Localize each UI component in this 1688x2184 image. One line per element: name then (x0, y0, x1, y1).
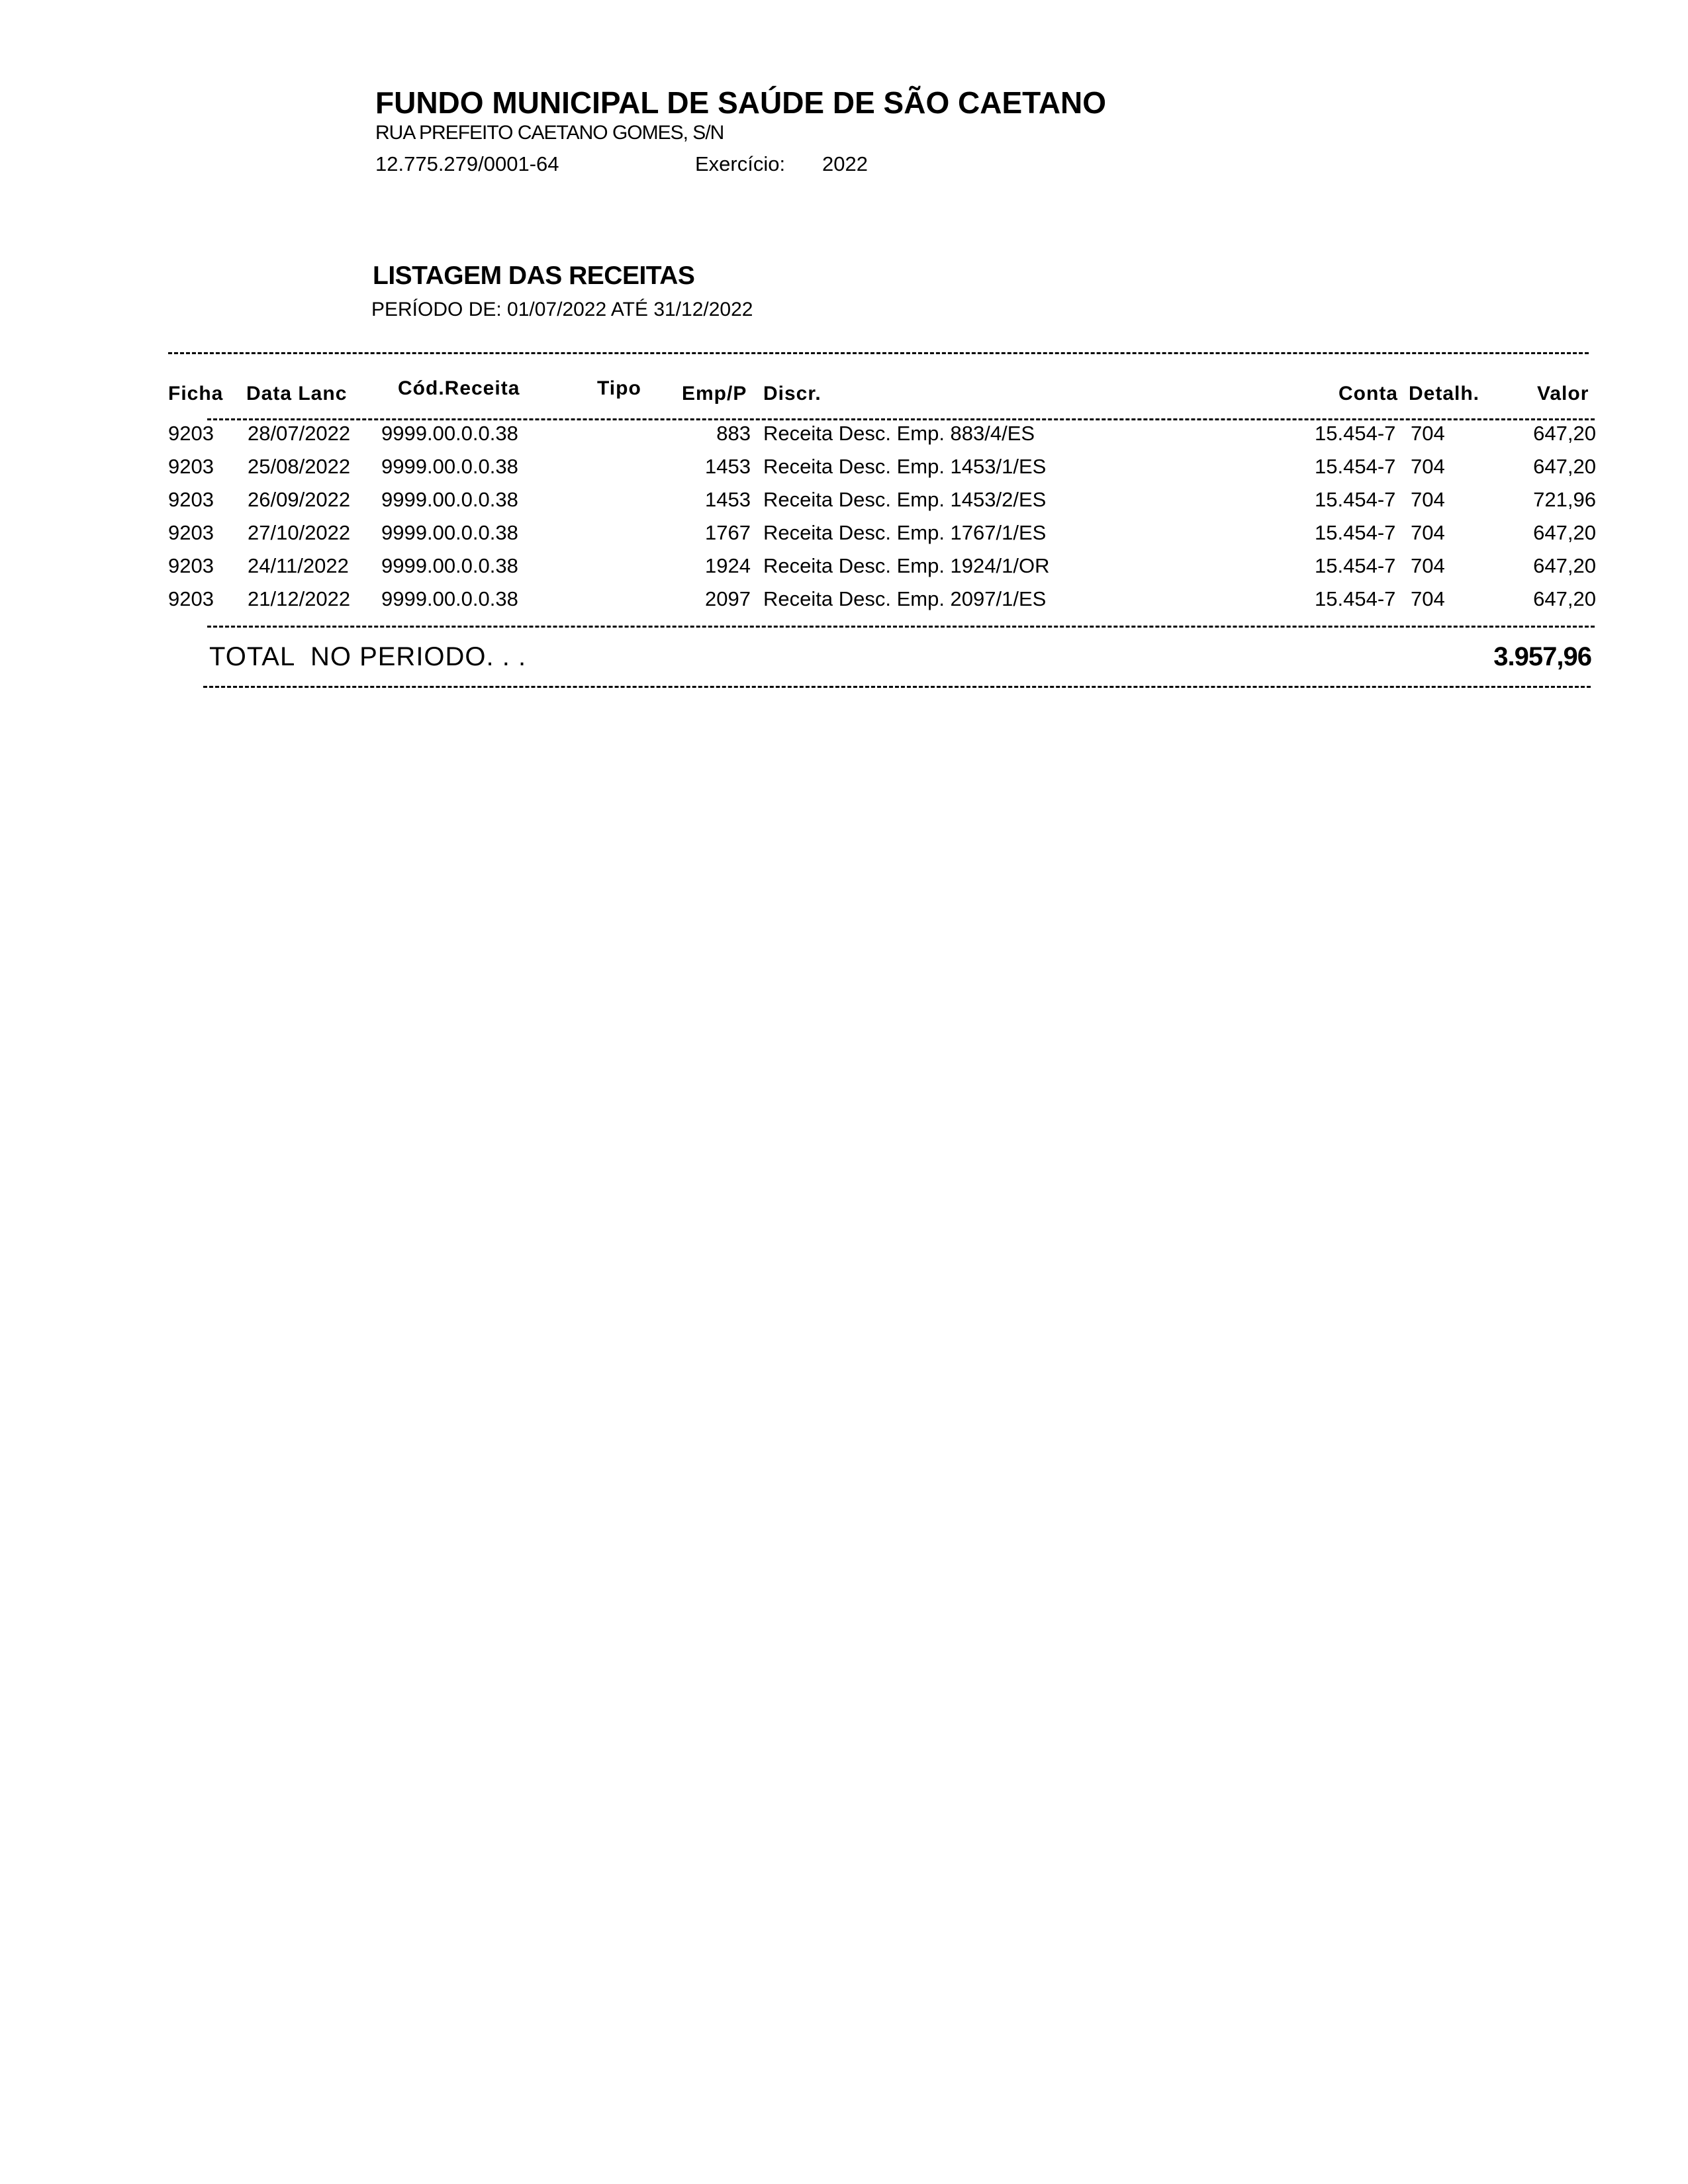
cell-valor: 647,20 (1533, 422, 1596, 445)
column-header-discr: Discr. (763, 383, 821, 404)
cell-detalh: 704 (1411, 488, 1445, 511)
cell-cod-receita: 9999.00.0.0.38 (381, 422, 518, 445)
cell-data-lanc: 25/08/2022 (248, 455, 351, 478)
cell-ficha: 9203 (168, 422, 214, 445)
cell-emp: 1924 (705, 554, 751, 577)
cell-cod-receita: 9999.00.0.0.38 (381, 554, 518, 577)
organization-cnpj: 12.775.279/0001-64 (375, 152, 559, 175)
divider-footer (207, 626, 1595, 628)
cell-ficha: 9203 (168, 587, 214, 610)
cell-valor: 647,20 (1533, 521, 1596, 544)
cell-data-lanc: 28/07/2022 (248, 422, 351, 445)
cell-emp: 2097 (705, 587, 751, 610)
cell-conta: 15.454-7 (1315, 455, 1396, 478)
total-value: 3.957,96 (1493, 642, 1591, 671)
exercise-label: Exercício: (695, 152, 786, 175)
cell-discr: Receita Desc. Emp. 1767/1/ES (763, 521, 1047, 544)
cell-conta: 15.454-7 (1315, 488, 1396, 511)
divider-top (168, 352, 1589, 354)
exercise-year: 2022 (822, 152, 868, 175)
total-label: TOTAL NO PERIODO. . . (209, 642, 527, 671)
cell-detalh: 704 (1411, 455, 1445, 478)
column-header-tipo: Tipo (597, 377, 641, 399)
cell-data-lanc: 24/11/2022 (248, 554, 349, 577)
table-row (0, 420, 1688, 453)
cell-emp: 1453 (705, 488, 751, 511)
cell-ficha: 9203 (168, 455, 214, 478)
column-header-conta: Conta (1338, 383, 1398, 404)
organization-name: FUNDO MUNICIPAL DE SAÚDE DE SÃO CAETANO (375, 85, 1107, 120)
cell-valor: 647,20 (1533, 455, 1596, 478)
organization-address: RUA PREFEITO CAETANO GOMES, S/N (375, 122, 724, 144)
cell-ficha: 9203 (168, 488, 214, 511)
cell-emp: 1453 (705, 455, 751, 478)
cell-discr: Receita Desc. Emp. 1453/2/ES (763, 488, 1047, 511)
cell-cod-receita: 9999.00.0.0.38 (381, 455, 518, 478)
column-header-data-lanc: Data Lanc (246, 383, 348, 404)
cell-discr: Receita Desc. Emp. 1453/1/ES (763, 455, 1047, 478)
table-row (0, 487, 1688, 520)
cell-detalh: 704 (1411, 554, 1445, 577)
column-header-detalh: Detalh. (1409, 383, 1480, 404)
cell-cod-receita: 9999.00.0.0.38 (381, 521, 518, 544)
divider-total (203, 686, 1591, 688)
cell-detalh: 704 (1411, 521, 1445, 544)
column-header-ficha: Ficha (168, 383, 224, 404)
cell-data-lanc: 21/12/2022 (248, 587, 351, 610)
cell-data-lanc: 27/10/2022 (248, 521, 351, 544)
cell-valor: 647,20 (1533, 554, 1596, 577)
cell-data-lanc: 26/09/2022 (248, 488, 351, 511)
table-row (0, 520, 1688, 553)
report-period: PERÍODO DE: 01/07/2022 ATÉ 31/12/2022 (371, 299, 753, 320)
cell-valor: 721,96 (1533, 488, 1596, 511)
cell-emp: 883 (716, 422, 751, 445)
cell-discr: Receita Desc. Emp. 883/4/ES (763, 422, 1035, 445)
column-header-cod-receita: Cód.Receita (398, 377, 520, 399)
column-header-emp: Emp/P (682, 383, 747, 404)
cell-conta: 15.454-7 (1315, 554, 1396, 577)
table-row (0, 553, 1688, 586)
table-row (0, 586, 1688, 619)
cell-conta: 15.454-7 (1315, 422, 1396, 445)
cell-ficha: 9203 (168, 554, 214, 577)
cell-detalh: 704 (1411, 422, 1445, 445)
cell-conta: 15.454-7 (1315, 521, 1396, 544)
cell-valor: 647,20 (1533, 587, 1596, 610)
cell-discr: Receita Desc. Emp. 1924/1/OR (763, 554, 1050, 577)
table-body (0, 420, 1688, 619)
report-title: LISTAGEM DAS RECEITAS (373, 261, 695, 290)
cell-discr: Receita Desc. Emp. 2097/1/ES (763, 587, 1047, 610)
cell-conta: 15.454-7 (1315, 587, 1396, 610)
cell-cod-receita: 9999.00.0.0.38 (381, 587, 518, 610)
cell-cod-receita: 9999.00.0.0.38 (381, 488, 518, 511)
column-header-valor: Valor (1537, 383, 1589, 404)
cell-emp: 1767 (705, 521, 751, 544)
cell-ficha: 9203 (168, 521, 214, 544)
table-row (0, 453, 1688, 487)
cell-detalh: 704 (1411, 587, 1445, 610)
